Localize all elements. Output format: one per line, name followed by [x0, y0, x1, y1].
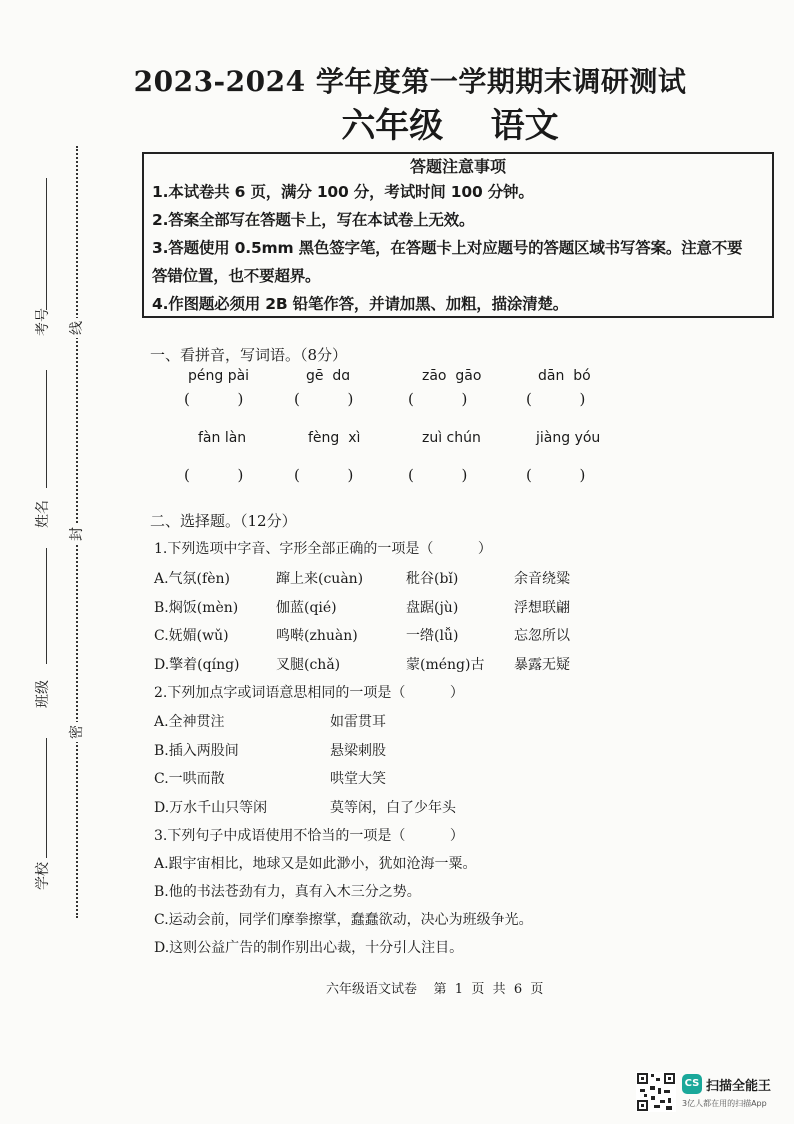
q2-option-c-word2: 哄堂大笑: [330, 771, 386, 787]
q1-option-d-word4: 暴露无疑: [514, 657, 570, 673]
pinyin-item: péng pài: [188, 368, 250, 384]
section1-heading: 一、看拼音，写词语。（8分）: [150, 346, 348, 364]
binding-line-xingming: [46, 370, 47, 488]
q3-option-d[interactable]: D.这则公益广告的制作别出心裁，十分引人注目。: [154, 940, 464, 956]
answer-blank[interactable]: ( ): [526, 390, 586, 408]
q2-option-d[interactable]: D.万水千山只等闲: [154, 800, 268, 816]
q1-option-b-word2: 伽蓝(qié): [276, 600, 337, 616]
seal-char-feng: 封: [66, 524, 86, 544]
q1-option-b-word3: 盘踞(jù): [406, 600, 459, 616]
q2-option-d-word2: 莫等闲，白了少年头: [330, 800, 456, 816]
pinyin-item: zāo gāo: [422, 368, 482, 384]
q2-option-c[interactable]: C.一哄而散: [154, 771, 225, 787]
q1-option-c[interactable]: C.妩媚(wǔ): [154, 628, 229, 644]
section2-heading: 二、选择题。（12分）: [150, 512, 297, 530]
question-2-stem: 2.下列加点字或词语意思相同的一项是（ ）: [154, 685, 464, 701]
qr-code: [636, 1072, 676, 1112]
q2-option-b[interactable]: B.插入两股间: [154, 743, 239, 759]
page-footer: 六年级语文试卷 第 1 页 共 6 页: [326, 982, 544, 997]
q2-option-a[interactable]: A.全神贯注: [154, 714, 225, 730]
q1-option-a-word4: 余音绕粱: [514, 571, 570, 587]
notice-item: 2.答案全部写在答题卡上，写在本试卷上无效。: [152, 211, 475, 229]
binding-line-kaohao: [46, 178, 47, 310]
binding-line-banji: [46, 548, 47, 664]
answer-blank[interactable]: ( ): [408, 466, 468, 484]
answer-blank[interactable]: ( ): [294, 466, 354, 484]
side-label-banji: 班级: [35, 680, 51, 708]
answer-blank[interactable]: ( ): [526, 466, 586, 484]
pinyin-item: dān bó: [538, 368, 591, 384]
q1-option-d[interactable]: D.擎着(qíng): [154, 657, 240, 673]
exam-title: 2023-2024 学年度第一学期期末调研测试: [133, 65, 687, 98]
q2-option-b-word2: 悬梁刺股: [330, 743, 386, 759]
q1-option-a[interactable]: A.气氛(fèn): [154, 571, 230, 587]
answer-blank[interactable]: ( ): [184, 390, 244, 408]
question-1-stem: 1.下列选项中字音、字形全部正确的一项是（ ）: [154, 541, 492, 557]
pinyin-item: fàn làn: [198, 430, 247, 446]
side-label-kaohao: 考号: [35, 308, 51, 336]
scanner-logo-icon: CS: [682, 1074, 702, 1094]
pinyin-item: zuì chún: [422, 430, 481, 446]
pinyin-item: gē dɑ: [306, 368, 351, 384]
question-3-stem: 3.下列句子中成语使用不恰当的一项是（ ）: [154, 828, 464, 844]
exam-subtitle: 六年级 语文: [341, 106, 559, 146]
pinyin-item: jiàng yóu: [536, 430, 601, 446]
q1-option-d-word3: 蒙(méng)古: [406, 657, 485, 673]
scanner-tagline: 3亿人都在用的扫描App: [682, 1099, 767, 1108]
seal-char-mi: 密: [66, 722, 86, 742]
q1-option-a-word3: 秕谷(bǐ): [406, 571, 459, 587]
side-label-xuexiao: 学校: [35, 862, 51, 890]
seal-char-xian: 线: [66, 318, 86, 338]
notice-item: 3.答题使用 0.5mm 黑色签字笔，在答题卡上对应题号的答题区域书写答案。注意不要: [152, 239, 743, 257]
pinyin-item: fèng xì: [308, 430, 361, 446]
side-label-xingming: 姓名: [35, 500, 51, 528]
answer-blank[interactable]: ( ): [294, 390, 354, 408]
notice-title: 答题注意事项: [409, 157, 506, 176]
q2-option-a-word2: 如雷贯耳: [330, 714, 386, 730]
notice-item: 4.作图题必须用 2B 铅笔作答，并请加黑、加粗，描涂清楚。: [152, 295, 569, 313]
q1-option-c-word3: 一绺(lǚ): [406, 628, 459, 644]
q1-option-c-word4: 忘忽所以: [514, 628, 570, 644]
q1-option-a-word2: 蹿上来(cuàn): [276, 571, 364, 587]
binding-line-xuexiao: [46, 738, 47, 858]
q1-option-d-word2: 叉腿(chǎ): [276, 657, 341, 673]
scanner-name: 扫描全能王: [706, 1079, 772, 1094]
answer-blank[interactable]: ( ): [408, 390, 468, 408]
q1-option-b-word4: 浮想联翩: [514, 600, 570, 616]
notice-item: 1.本试卷共 6 页，满分 100 分，考试时间 100 分钟。: [152, 183, 534, 201]
notice-box: [142, 152, 774, 318]
q3-option-b[interactable]: B.他的书法苍劲有力，真有入木三分之势。: [154, 884, 421, 900]
q3-option-a[interactable]: A.跟宇宙相比，地球又是如此渺小，犹如沧海一粟。: [154, 856, 477, 872]
q1-option-c-word2: 鸣啭(zhuàn): [276, 628, 358, 644]
q3-option-c[interactable]: C.运动会前，同学们摩拳擦掌，蠢蠢欲动，决心为班级争光。: [154, 912, 533, 928]
answer-blank[interactable]: ( ): [184, 466, 244, 484]
notice-item: 答错位置，也不要超界。: [152, 267, 321, 285]
q1-option-b[interactable]: B.焖饭(mèn): [154, 600, 239, 616]
